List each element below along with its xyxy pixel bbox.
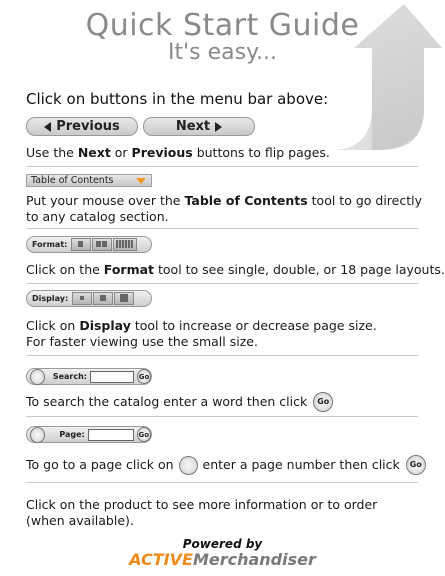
arrow-right-icon xyxy=(215,122,222,132)
divider xyxy=(26,482,418,483)
search-input[interactable] xyxy=(90,371,134,383)
page-number-input[interactable] xyxy=(88,429,134,441)
previous-button-label: Previous xyxy=(56,119,120,134)
format-text-bold: Format xyxy=(103,262,155,277)
product-text-line1: Click on the product to see more information or to order xyxy=(26,497,378,512)
flip-text-next: Next xyxy=(77,145,111,160)
go-icon xyxy=(313,392,333,412)
format-text xyxy=(26,262,445,278)
page-tool-label: Page: xyxy=(59,430,85,439)
divider xyxy=(26,283,418,284)
format-text-pre: Click on the xyxy=(26,262,104,277)
page-title: Quick Start Guide xyxy=(85,8,360,43)
page-text-post: enter a page number then click xyxy=(202,457,400,472)
toc-text xyxy=(26,193,422,225)
format-tool[interactable] xyxy=(26,236,152,253)
table-of-contents-tool[interactable] xyxy=(26,174,152,187)
display-text xyxy=(26,318,377,350)
display-medium-icon[interactable] xyxy=(93,292,113,305)
flip-text-previous: Previous xyxy=(131,145,193,160)
display-tool[interactable] xyxy=(26,290,152,307)
page-text-pre: To go to a page click on xyxy=(26,457,174,472)
go-icon xyxy=(406,455,426,475)
display-text-bold: Display xyxy=(79,318,131,333)
search-text-body: To search the catalog enter a word then click xyxy=(26,394,308,409)
display-text-post: tool to increase or decrease page size. xyxy=(130,318,377,333)
brand-merchandiser: Merchandiser xyxy=(192,550,316,569)
divider xyxy=(26,228,418,229)
display-large-icon[interactable] xyxy=(114,292,134,305)
next-button[interactable] xyxy=(143,117,255,136)
menu-bar-instruction: Click on buttons in the menu bar above: xyxy=(26,90,329,108)
toc-text-post: tool to go directly xyxy=(307,193,422,208)
search-tool-label: Search: xyxy=(52,372,87,381)
page-subtitle: It's easy... xyxy=(168,40,277,65)
go-label: Go xyxy=(317,397,330,406)
divider xyxy=(26,416,418,417)
format-text-post: tool to see single, double, or 18 page layouts. xyxy=(154,262,445,277)
search-go-button[interactable] xyxy=(137,369,151,384)
display-text-pre: Click on xyxy=(26,318,80,333)
product-text xyxy=(26,497,377,529)
display-tool-label: Display: xyxy=(32,294,69,303)
format-double-icon[interactable] xyxy=(92,238,112,251)
display-small-icon[interactable] xyxy=(72,292,92,305)
product-text-line2: (when available). xyxy=(26,513,134,528)
refresh-icon[interactable] xyxy=(30,427,45,443)
go-label: Go xyxy=(409,460,422,469)
flip-text-pre: Use the xyxy=(26,145,78,160)
flip-pages-text xyxy=(26,145,330,161)
toc-tool-label: Table of Contents xyxy=(31,175,114,186)
display-text-line2: For faster viewing use the small size. xyxy=(26,334,258,349)
format-single-icon[interactable] xyxy=(71,238,91,251)
toc-text-line2: to any catalog section. xyxy=(26,209,169,224)
refresh-icon[interactable] xyxy=(30,369,45,385)
flip-text-post: buttons to flip pages. xyxy=(192,145,330,160)
page-text xyxy=(26,455,426,475)
next-button-label: Next xyxy=(175,119,211,134)
divider xyxy=(26,166,418,167)
search-tool[interactable] xyxy=(26,368,152,385)
page-go-button[interactable] xyxy=(137,427,151,442)
go-label: Go xyxy=(138,372,150,381)
toc-text-pre: Put your mouse over the xyxy=(26,193,185,208)
page-tool[interactable] xyxy=(26,426,152,443)
format-tool-label: Format: xyxy=(32,240,68,249)
go-label: Go xyxy=(138,430,150,439)
divider xyxy=(26,355,418,356)
powered-by-label: Powered by xyxy=(182,537,263,551)
format-18-page-icon[interactable] xyxy=(113,238,137,251)
search-text xyxy=(26,392,333,412)
refresh-icon xyxy=(179,456,198,475)
previous-button[interactable] xyxy=(26,117,138,136)
arrow-left-icon xyxy=(44,122,51,132)
brand-active: ACTIVE xyxy=(129,550,193,569)
flip-text-mid: or xyxy=(110,145,132,160)
dropdown-arrow-icon xyxy=(136,178,146,184)
toc-text-bold: Table of Contents xyxy=(184,193,308,208)
brand-logo xyxy=(0,550,445,569)
